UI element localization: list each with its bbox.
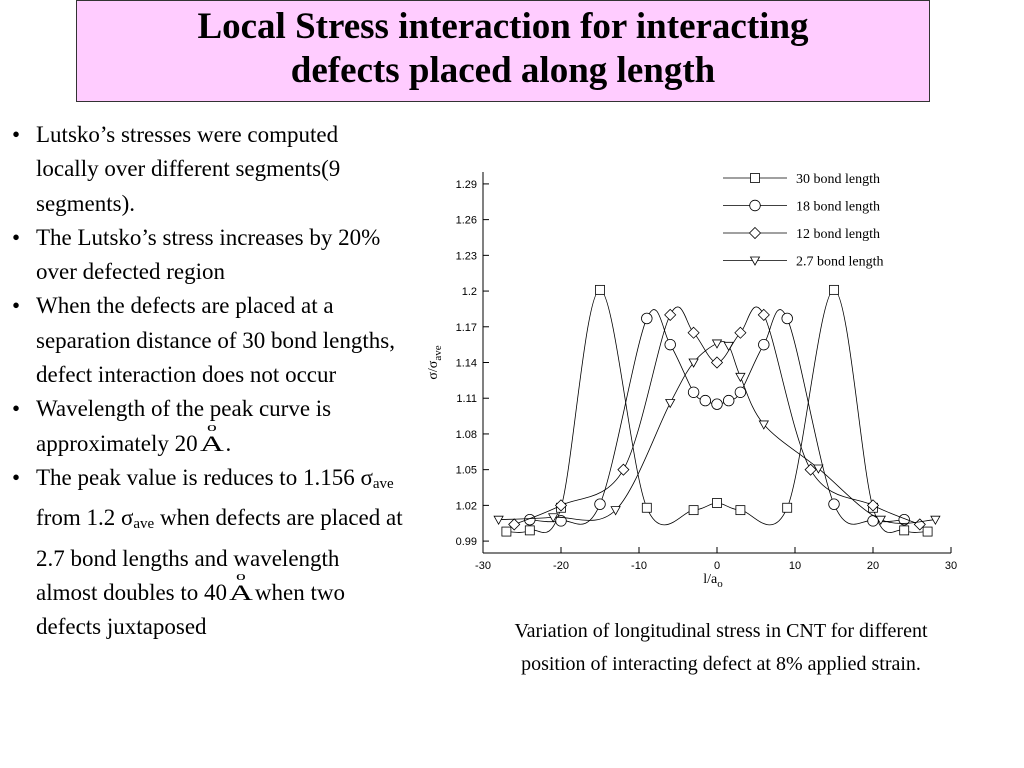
y-tick-label: 1.05 xyxy=(455,464,477,477)
data-point xyxy=(712,399,723,410)
series-square xyxy=(502,285,932,536)
angstrom-ring: o xyxy=(206,418,217,434)
data-point xyxy=(665,339,676,350)
bullet-text: Lutsko’s stresses were computed locally over different segments(9 segments). xyxy=(36,122,341,216)
data-point xyxy=(724,342,733,350)
y-tick-label: 1.2 xyxy=(461,286,477,299)
data-point xyxy=(642,313,653,324)
bullet-text: When the defects are placed at a separation distance of 30 bond lengths, defect interaction does not occur xyxy=(36,293,395,388)
bullet-text xyxy=(36,461,403,644)
series-line xyxy=(506,290,927,533)
legend-marker xyxy=(750,200,761,211)
data-point xyxy=(502,527,511,536)
data-point xyxy=(758,309,769,320)
title-line-1: Local Stress interaction for interacting xyxy=(197,6,809,47)
bullet-item xyxy=(8,392,403,461)
angstrom-ring: o xyxy=(236,567,246,583)
y-tick-label: 1.08 xyxy=(455,428,477,441)
y-tick-label: 1.02 xyxy=(455,500,477,513)
bullet-dot: • xyxy=(12,224,21,250)
data-point xyxy=(525,526,534,535)
legend-entry xyxy=(723,227,880,242)
title-line-2: defects placed along length xyxy=(290,50,716,91)
data-point xyxy=(689,506,698,515)
data-point xyxy=(642,503,651,512)
x-tick-label: -30 xyxy=(475,560,491,572)
data-point xyxy=(736,373,745,381)
data-point xyxy=(618,464,629,475)
sigma-subscript: ave xyxy=(133,516,155,533)
bullet-text-part: The peak value is reduces to 1.156 xyxy=(36,464,361,490)
data-point xyxy=(830,285,839,294)
y-tick-label: 1.23 xyxy=(455,250,477,263)
y-tick-label: 1.26 xyxy=(455,214,477,227)
legend-label: 30 bond length xyxy=(796,172,880,187)
legend-marker xyxy=(751,174,760,183)
x-tick-label: 20 xyxy=(866,560,880,572)
x-axis-label-subscript: o xyxy=(717,578,723,590)
legend-entry xyxy=(723,200,880,215)
legend-marker xyxy=(751,257,760,265)
y-axis-label: $\sigma/\sigma_{ave}$ xyxy=(426,345,444,380)
data-point xyxy=(723,395,734,406)
bullet-item xyxy=(8,289,403,392)
legend-entry xyxy=(723,255,884,270)
caption-line-2: position of interacting defect at 8% applied strain. xyxy=(521,653,921,675)
data-point xyxy=(689,359,698,367)
data-point xyxy=(923,527,932,536)
series-line xyxy=(499,341,936,523)
x-tick-label: 0 xyxy=(713,560,721,572)
data-point xyxy=(713,498,722,507)
bullet-item xyxy=(8,118,403,221)
x-tick-label: 30 xyxy=(944,560,958,572)
angstrom-letter: A xyxy=(199,430,224,456)
legend-marker xyxy=(750,228,761,239)
x-tick-label: 10 xyxy=(788,560,802,572)
data-point xyxy=(759,339,770,350)
x-tick-label: -10 xyxy=(631,560,647,572)
y-tick-label: 1.11 xyxy=(456,393,477,406)
angstrom-symbol xyxy=(229,567,253,605)
bullet-text xyxy=(36,392,403,461)
bullet-item xyxy=(8,461,403,644)
data-point xyxy=(688,327,699,338)
bullet-text-part: . xyxy=(225,430,232,456)
sigma-symbol: σ xyxy=(120,505,134,531)
x-tick-label: -20 xyxy=(553,560,569,572)
bullet-dot: • xyxy=(12,396,21,422)
sigma-symbol: σ xyxy=(360,464,373,490)
data-point xyxy=(596,285,605,294)
legend-label: 12 bond length xyxy=(796,227,880,242)
legend-label: 18 bond length xyxy=(796,199,880,215)
bullet-text-part: when two defects juxtaposed xyxy=(36,579,345,640)
bullet-dot: • xyxy=(12,122,21,147)
bullet-text-part: Wavelength of the peak curve is approximately 20 xyxy=(36,396,332,456)
data-point xyxy=(900,526,909,535)
chart-caption xyxy=(447,615,995,681)
data-point xyxy=(595,499,606,510)
y-axis-label-subscript: ave xyxy=(432,345,444,361)
caption-line-1: Variation of longitudinal stress in CNT for different xyxy=(514,620,928,642)
data-point xyxy=(735,387,746,398)
data-point xyxy=(783,503,792,512)
data-point xyxy=(736,506,745,515)
stress-chart xyxy=(405,160,965,590)
data-point xyxy=(782,313,793,324)
bullet-text: The Lutsko’s stress increases by 20% over defected region xyxy=(36,224,381,285)
bullet-text-part: from 1.2 xyxy=(36,505,121,531)
data-point xyxy=(713,340,722,348)
slide-title xyxy=(76,0,930,102)
angstrom-symbol xyxy=(199,418,224,456)
angstrom-letter: A xyxy=(229,579,253,605)
y-tick-label: 1.29 xyxy=(455,178,477,191)
legend-label: 2.7 bond length xyxy=(796,254,884,270)
data-point xyxy=(735,327,746,338)
bullet-text-part: when defects are placed at 2.7 bond lengths and wavelength almost doubles to 40 xyxy=(36,505,403,605)
data-point xyxy=(494,516,503,524)
bullet-dot: • xyxy=(12,293,21,319)
data-point xyxy=(712,357,723,368)
data-point xyxy=(611,507,620,515)
data-point xyxy=(688,387,699,398)
x-axis-label: $l/a_o$ xyxy=(703,572,723,590)
bullet-dot: • xyxy=(12,464,21,490)
y-tick-label: 1.17 xyxy=(455,321,477,334)
data-point xyxy=(700,395,711,406)
data-point xyxy=(665,309,676,320)
data-point xyxy=(666,399,675,407)
y-tick-label: 1.14 xyxy=(455,357,477,370)
bullet-list xyxy=(8,118,403,644)
bullet-item xyxy=(8,221,403,290)
legend-entry xyxy=(723,172,880,187)
y-tick-label: 0.99 xyxy=(455,536,477,549)
sigma-subscript: ave xyxy=(372,475,394,492)
data-point xyxy=(829,499,840,510)
